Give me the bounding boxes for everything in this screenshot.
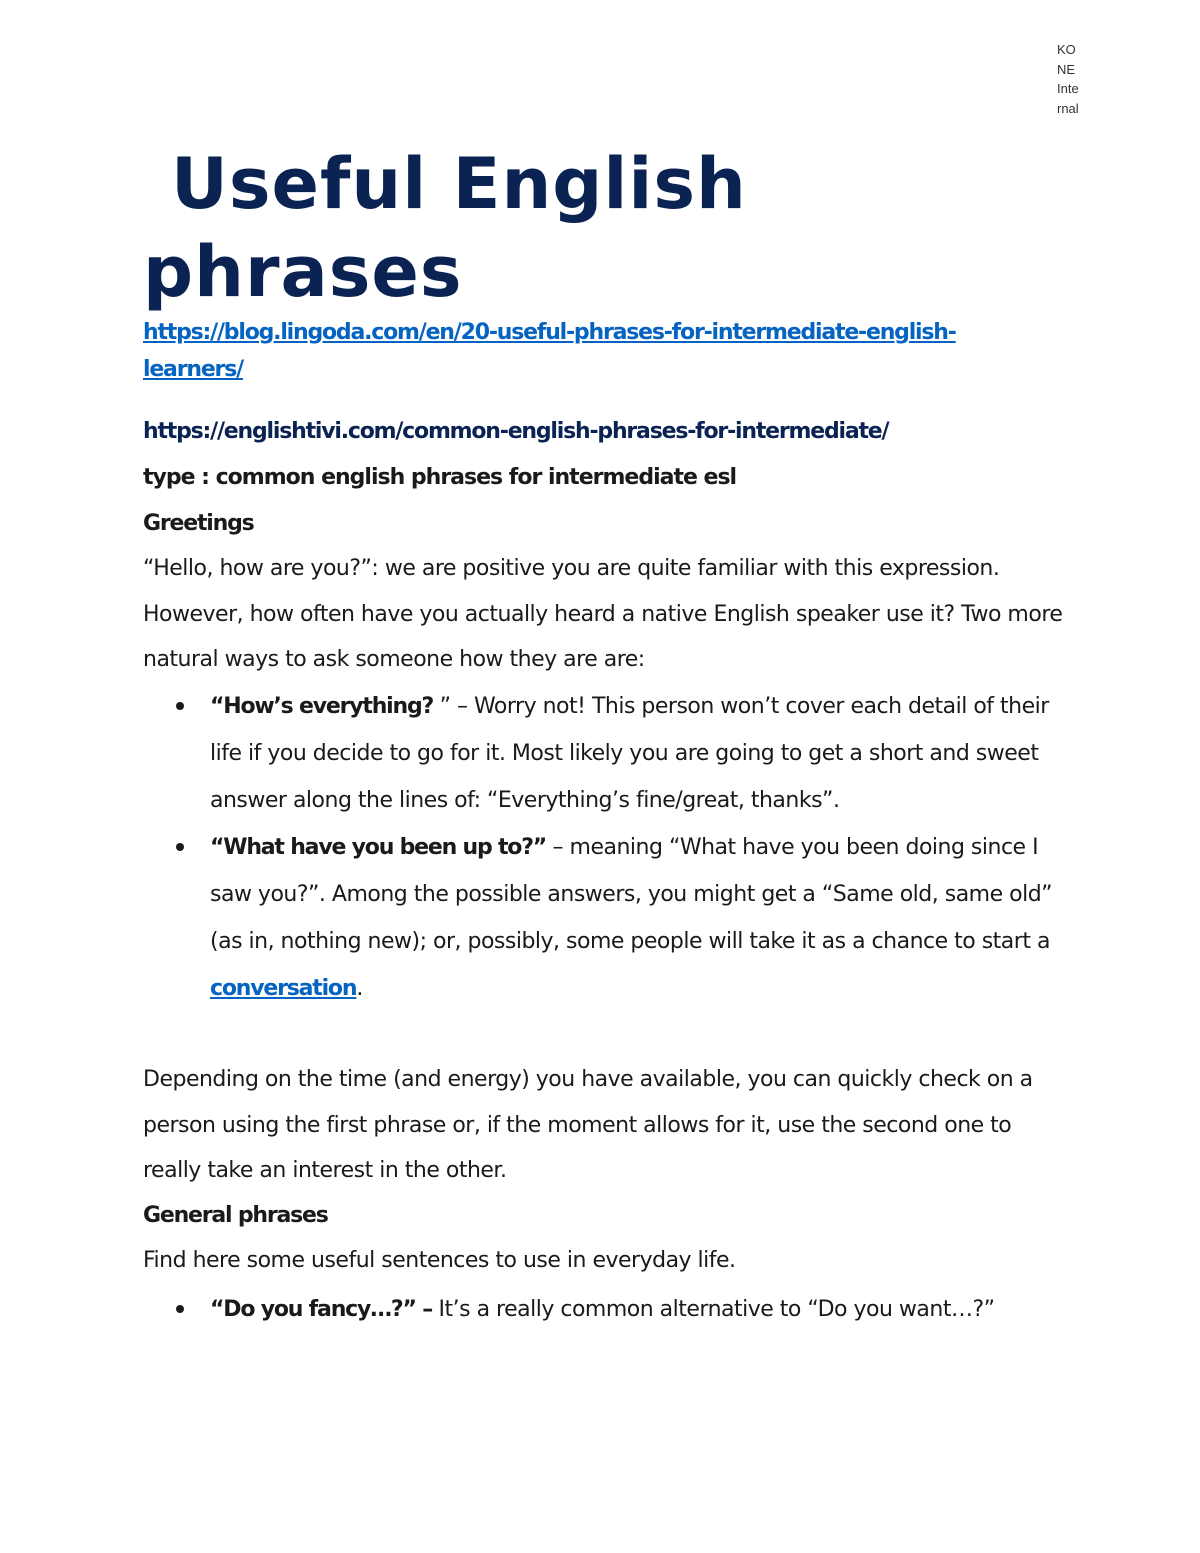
bullet-icon [176,1305,184,1313]
greetings-intro: “Hello, how are you?”: we are positive you are quite familiar with this expression. However, how often have you actually heard a native English speaker use it? Two more natural ways to ask someone how they are are: [143,556,1063,672]
bullet-icon [176,843,184,851]
greetings-heading: Greetings [143,511,254,536]
general-phrases-heading: General phrases [143,1203,328,1228]
phrase-description: – meaning “What have you been doing since I saw you?”. Among the possible answers, you might get a “Same old, same old” (as in, nothing new); or, possibly, some people will take it as a chance to start a [210,835,1053,954]
general-intro: Find here some useful sentences to use in everyday life. [143,1248,736,1273]
sentence-end: . [356,976,363,1001]
classification-label [1057,40,1097,118]
type-line: type : common english phrases for intermediate esl [143,465,737,490]
greetings-outro: Depending on the time (and energy) you have available, you can quickly check on a person using the first phrase or, if the moment allows for it, use the second one to really take an interest in the other. [143,1067,1033,1183]
list-item [143,683,1073,824]
title-line-2: phrases [143,231,463,313]
phrase-description: ” – Worry not! This person won’t cover each detail of their life if you decide to go for it. Most likely you are going to get a short and sweet answer along the lines of: “Everything’s fine/great, thanks”. [210,694,1049,813]
list-item [143,824,1073,1012]
bullet-icon [176,702,184,710]
general-bullet-list [143,1286,1073,1333]
englishtivi-link[interactable]: https://englishtivi.com/common-english-phrases-for-intermediate/ [143,419,889,444]
document-title [143,140,1043,316]
title-line-1: Useful English [171,143,747,225]
phrase-text: “How’s everything? [210,694,434,719]
classification-line: KO [1057,42,1076,57]
conversation-link[interactable]: conversation [210,976,357,1001]
classification-line: NE [1057,61,1076,77]
phrase-text: “What have you been up to?” [210,835,547,860]
list-item [143,1286,1073,1333]
lingoda-link[interactable]: https://blog.lingoda.com/en/20-useful-phrases-for-intermediate-english-learners/ [143,320,956,382]
greetings-bullet-list [143,683,1073,1012]
phrase-description: It’s a really common alternative to “Do you want…?” [432,1297,995,1322]
classification-line: Inte [1057,81,1079,96]
classification-line: rnal [1057,100,1079,116]
phrase-text: “Do you fancy…?” – [210,1297,433,1322]
